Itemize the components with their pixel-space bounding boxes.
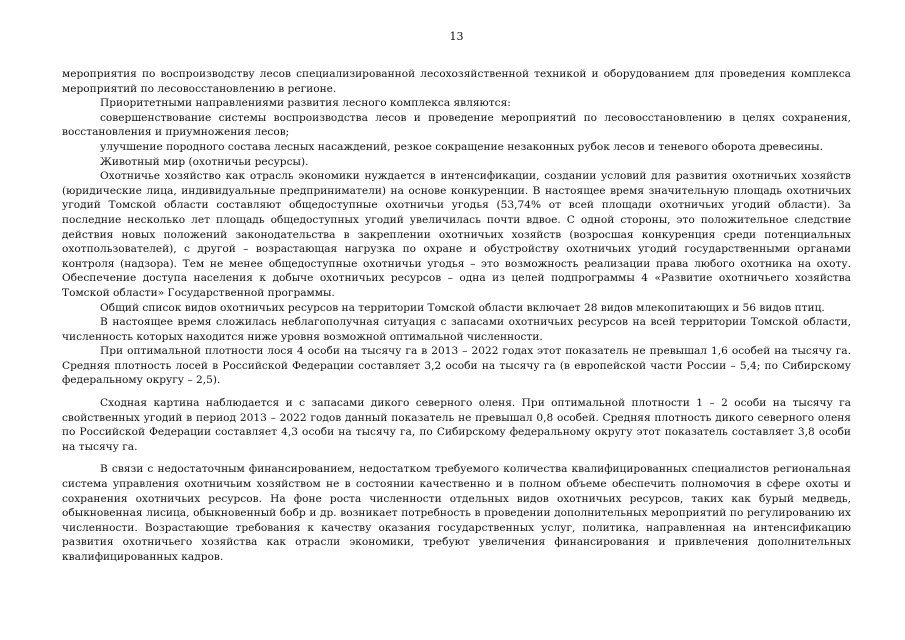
paragraph-species-list: Общий список видов охотничьих ресурсов на территории Томской области включает 28 видов млекопитающих и 56 видов птиц. [100, 301, 825, 314]
paragraph-priority-directions: Приоритетными направлениями развития лесного комплекса являются: [100, 97, 511, 110]
paragraph-reindeer-density: Сходная картина наблюдается и с запасами дикого северного оленя. При оптимальной плотности 1 – 2 особи на тысячу га свойственных угодий в период 2013 – 2022 годов данный показатель не превышал 0,8 особей. Средняя плотность дикого северного оленя по Российской Федерации составляет 4,3 особи на тысячу га, по Сибирскому федеральному округу этот показатель составляет 3,8 особи на тысячу га. [62, 397, 851, 453]
paragraph-improve-composition: улучшение породного состава лесных насаждений, резкое сокращение незаконных рубок лесов и теневого оборота древесины. [100, 140, 823, 153]
page-number: 13 [449, 30, 464, 43]
paragraph-moose-density: При оптимальной плотности лося 4 особи на тысячу га в 2013 – 2022 годах этот показатель не превышал 1,6 особей на тысячу га. Средняя плотность лосей в Российской Федерации составляет 3,2 особи на тысячу га (в европейской части России – 5,4; по Сибирскому федеральному округу – 2,5). [62, 345, 851, 387]
paragraph-funding-shortage: В связи с недостаточным финансированием, недостатком требуемого количества квалифицированных специалистов региональная система управления охотничьим хозяйством не в состоянии качественно и в полном объеме обеспечить полномочия в сфере охоты и сохранения охотничьих ресурсов. На фоне роста численности отдельных видов охотничьих ресурсов, таких как бурый медведь, обыкновенная лисица, обыкновенный бобр и др. возникает потребность в проведении дополнительных мероприятий по регулированию их численности. Возрастающие требования к качеству оказания государственных услуг, политика, направленная на интенсификацию развития охотничьего хозяйства как отрасли экономики, требуют увеличения финансирования и привлечения дополнительных квалифицированных кадров. [62, 463, 851, 563]
section-heading-wildlife: Животный мир (охотничьи ресурсы). [100, 155, 309, 168]
paragraph-unfavorable-situation: В настоящее время сложилась неблагополучная ситуация с запасами охотничьих ресурсов на всей территории Томской области, численность которых находится ниже уровня возможной оптимальной численности. [62, 316, 851, 343]
paragraph-forest-measures-continued: мероприятия по воспроизводству лесов специализированной лесохозяйственной техникой и оборудованием для проведения комплекса мероприятий по лесовосстановлению в регионе. [62, 68, 851, 95]
paragraph-improve-reproduction: совершенствование системы воспроизводства лесов и проведение мероприятий по лесовосстановлению в целях сохранения, восстановления и приумножения лесов; [62, 111, 851, 139]
paragraph-hunting-economy: Охотничье хозяйство как отрасль экономики нуждается в интенсификации, создании условий для развития охотничьих хозяйств (юридические лица, индивидуальные предприниматели) на основе конкуренции. В настоящее время значительную площадь охотничьих угодий Томской области составляют общедоступные охотничьи угодья (53,74% от всей площади охотничьих угодий области). За последние несколько лет площадь общедоступных угодий увеличилась почти вдвое. С одной стороны, это положительное следствие действия новых положений законодательства в закреплении охотничьих хозяйств (возросшая конкуренция среди потенциальных охотпользователей), с другой – возрастающая нагрузка по охране и обустройству охотничьих угодий государственными органами контроля (надзора). Тем не менее общедоступные охотничьи угодья – это возможность реализации права любого охотника на охоту. Обеспечение доступа населения к добыче охотничьих ресурсов – одна из целей подпрограммы 4 «Развитие охотничьего хозяйства Томской области» Государственной программы. [62, 170, 851, 299]
